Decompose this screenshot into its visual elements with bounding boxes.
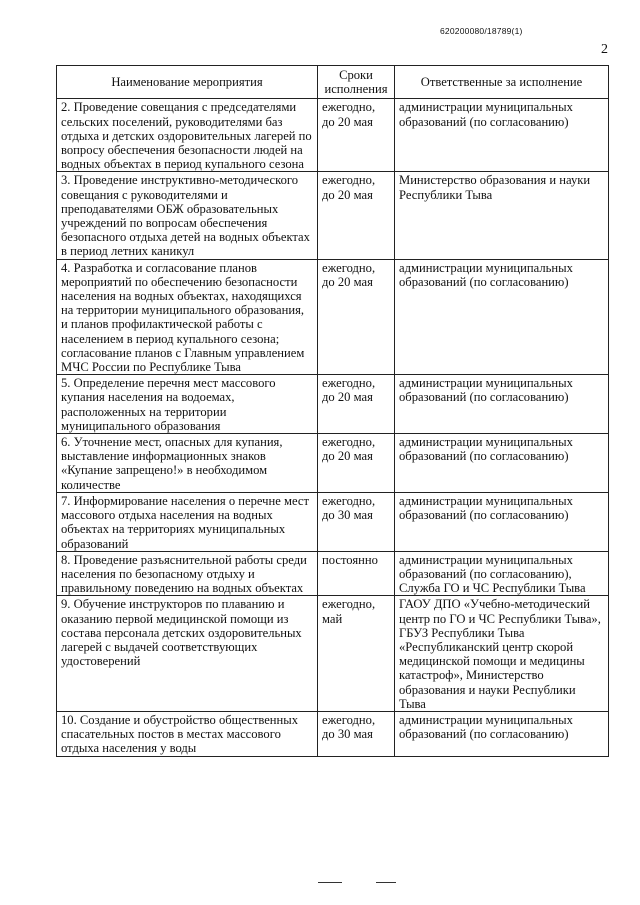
- deadline-cell: ежегодно, до 20 мая: [318, 259, 395, 375]
- table-row: [57, 492, 609, 551]
- table-row: [57, 596, 609, 712]
- activity-cell: 4. Разработка и согласование планов мероприятий по обеспечению безопасности населения на водных объектах, находящихся на территории муниципального образования, и планов профилактической работы с населением в период купального сезона; согласование планов с Главным управлением МЧС России по Республике Тыва: [57, 259, 318, 375]
- responsible-cell: администрации муниципальных образований (по согласованию): [395, 711, 609, 756]
- document-id: 620200080/18789(1): [440, 26, 523, 36]
- deadline-cell: ежегодно, до 30 мая: [318, 711, 395, 756]
- table-row: [57, 711, 609, 756]
- responsible-cell: администрации муниципальных образований (по согласованию): [395, 99, 609, 172]
- table-row: [57, 375, 609, 434]
- activity-cell: 3. Проведение инструктивно-методического совещания с руководителями и преподавателями ОБЖ образовательных учреждений по вопросам обеспечения безопасного отдыха детей на водных объектах в период летних каникул: [57, 172, 318, 259]
- responsible-cell: администрации муниципальных образований (по согласованию), Служба ГО и ЧС Республики Тыва: [395, 551, 609, 596]
- deadline-cell: ежегодно, май: [318, 596, 395, 712]
- deadline-cell: ежегодно, до 30 мая: [318, 492, 395, 551]
- table-row: [57, 172, 609, 259]
- activity-cell: 8. Проведение разъяснительной работы среди населения по безопасному отдыху и правильному поведению на водных объектах: [57, 551, 318, 596]
- activity-cell: 9. Обучение инструкторов по плаванию и оказанию первой медицинской помощи из состава персонала детских оздоровительных лагерей с выдачей соответствующих удостоверений: [57, 596, 318, 712]
- deadline-cell: ежегодно, до 20 мая: [318, 99, 395, 172]
- table-row: [57, 259, 609, 375]
- scan-artifact: [318, 882, 342, 883]
- activities-table: [56, 65, 609, 757]
- deadline-cell: ежегодно, до 20 мая: [318, 375, 395, 434]
- table-row: [57, 99, 609, 172]
- header-activity: Наименование мероприятия: [57, 66, 318, 99]
- activity-cell: 7. Информирование населения о перечне мест массового отдыха населения на водных объектах на территориях муниципальных образований: [57, 492, 318, 551]
- table-row: [57, 434, 609, 493]
- page-number: 2: [601, 42, 608, 57]
- responsible-cell: Министерство образования и науки Республики Тыва: [395, 172, 609, 259]
- header-deadline: Сроки исполнения: [318, 66, 395, 99]
- responsible-cell: ГАОУ ДПО «Учебно-методический центр по ГО и ЧС Республики Тыва», ГБУЗ Республики Тыва «Республиканский центр скорой медицинской помощи и медицины катастроф», Министерство образования и науки Республики Тыва: [395, 596, 609, 712]
- responsible-cell: администрации муниципальных образований (по согласованию): [395, 492, 609, 551]
- activity-cell: 2. Проведение совещания с председателями сельских поселений, руководителями баз отдыха и детских оздоровительных лагерей по вопросу обеспечения безопасности людей на водных объектах в период купального сезона: [57, 99, 318, 172]
- deadline-cell: постоянно: [318, 551, 395, 596]
- deadline-cell: ежегодно, до 20 мая: [318, 172, 395, 259]
- table-row: [57, 551, 609, 596]
- header-responsible: Ответственные за исполнение: [395, 66, 609, 99]
- responsible-cell: администрации муниципальных образований (по согласованию): [395, 259, 609, 375]
- deadline-cell: ежегодно, до 20 мая: [318, 434, 395, 493]
- table-header-row: [57, 66, 609, 99]
- responsible-cell: администрации муниципальных образований (по согласованию): [395, 434, 609, 493]
- activity-cell: 10. Создание и обустройство общественных спасательных постов в местах массового отдыха населения у воды: [57, 711, 318, 756]
- scan-artifact: [376, 882, 396, 883]
- activity-cell: 6. Уточнение мест, опасных для купания, выставление информационных знаков «Купание запрещено!» в необходимом количестве: [57, 434, 318, 493]
- responsible-cell: администрации муниципальных образований (по согласованию): [395, 375, 609, 434]
- activity-cell: 5. Определение перечня мест массового купания населения на водоемах, расположенных на территории муниципального образования: [57, 375, 318, 434]
